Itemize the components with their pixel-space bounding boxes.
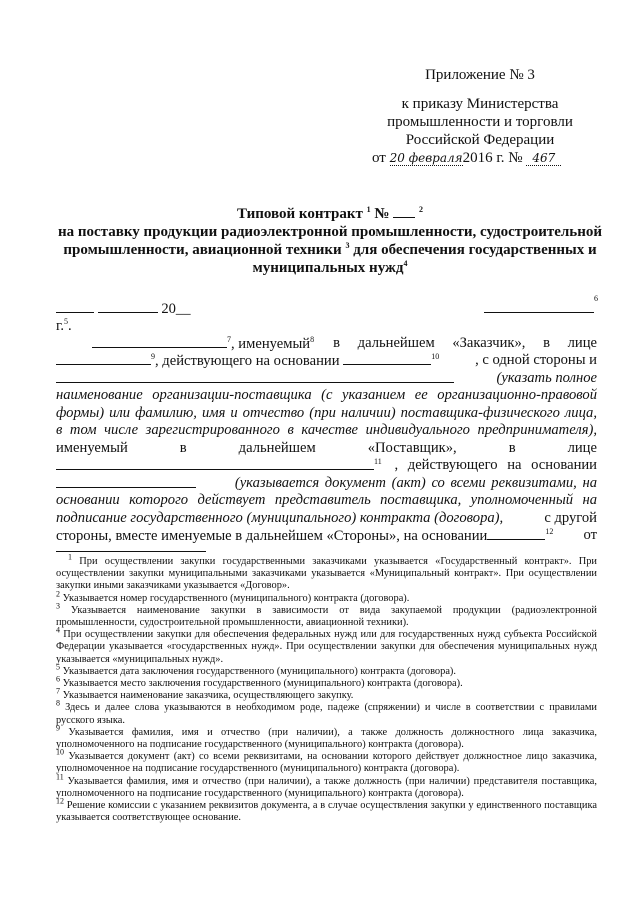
footnote-1: [56, 552, 597, 593]
footnote-11: [56, 772, 597, 800]
body-text: подписание государственного (муниципального) контракта (договора),: [56, 510, 504, 526]
order-date-prefix: от: [372, 150, 386, 166]
footnote-number: 4: [56, 625, 60, 635]
footnote-text: Указывается место заключения государственного (муниципального) контракта (договора).: [62, 678, 463, 690]
footnote-text: Указывается номер государственного (муниципального) контракта (договора).: [62, 592, 410, 604]
body-text: от: [583, 527, 597, 543]
body-line-9: [56, 475, 597, 492]
footnote-12: [56, 796, 597, 824]
footnote-number: 9: [56, 723, 60, 733]
body-text: , именуемый: [231, 336, 311, 352]
body-text: (указать полное: [496, 370, 597, 386]
order-reference-line-1: к приказу Министерства: [401, 96, 559, 112]
body-line-1: [92, 335, 597, 353]
footnote-separator: [56, 551, 206, 552]
footnote-text: Указывается фамилия, имя и отчество (при наличии), а также должность (при наличии) представителя поставщика, уполномоченного на подписание государственного (муниципального) контракта (договора).: [56, 775, 597, 799]
title-line-4: [40, 259, 620, 277]
footnote-number: 3: [56, 601, 60, 611]
footnote-number: 2: [56, 589, 60, 599]
footnote-number: 12: [56, 796, 64, 806]
footnote-number: 11: [56, 772, 64, 782]
title-text: муниципальных нужд: [252, 260, 404, 276]
number-sign: №: [374, 206, 390, 222]
body-text: «Поставщик»,: [367, 440, 457, 456]
footnote-number: 7: [56, 686, 60, 696]
order-year: 2016 г. №: [462, 150, 523, 166]
footnote-2: [56, 589, 597, 605]
footnote-text: Указывается документ (акт) со всеми реквизитами, на основании которого действует должностное лицо заказчика, уполномоченное на подписание государственного (муниципального) контракта (договора).: [56, 751, 597, 775]
footnote-text: Здесь и далее слова указываются в необходимом роде, падеже (спряжении) и числе в соответствии с правилами русского языка.: [56, 702, 597, 726]
footnote-number: 8: [56, 698, 60, 708]
order-date-handwritten: 20 февраля: [389, 151, 463, 165]
title-text: промышленности, авиационной техники: [63, 242, 342, 258]
document-title: [40, 205, 620, 223]
footnote-ref: 1: [366, 205, 371, 214]
footnote-9: [56, 723, 597, 751]
body-text: в дальнейшем «Заказчик», в лице: [333, 335, 597, 351]
footnote-number: 5: [56, 662, 60, 672]
footnote-ref: 10: [431, 352, 440, 362]
body-line-12: [56, 527, 597, 545]
footnote-5: [56, 662, 597, 678]
footnote-text: Указывается фамилия, имя и отчество (при наличии), а также должность должностного лица заказчика, уполномоченного на подписание государственного (муниципального) контракта (договора).: [56, 726, 597, 751]
body-text: именуемый: [56, 440, 128, 456]
body-text: в: [508, 440, 516, 456]
body-text: в: [179, 440, 187, 456]
footnote-ref: 2: [419, 205, 423, 214]
body-text: , действующего на основании: [394, 457, 597, 473]
footnote-number: 1: [68, 552, 72, 562]
appendix-label: Приложение № 3: [425, 67, 535, 83]
body-line-10: основании которого действует представитель поставщика, уполномоченный на: [56, 492, 597, 508]
footnote-text: При осуществлении закупки для обеспечения федеральных нужд или для государственных нужд субъекта Российской Федерации указывается «государственных нужд». При осуществлении закупки для обеспечения муниципальных нужд указывается «муниципальных нужд».: [56, 629, 597, 665]
footnote-text: Указывается дата заключения государственного (муниципального) контракта (договора).: [62, 665, 456, 677]
title-line-2: на поставку продукции радиоэлектронной промышленности, судостроительной: [57, 224, 602, 240]
footnotes: [56, 552, 597, 824]
footnote-text: Указывается наименование заказчика, осуществляющего закупку.: [62, 690, 354, 702]
footnote-number: 6: [56, 674, 60, 684]
footnote-ref: 11: [374, 457, 382, 467]
footnote-text: При осуществлении закупки государственными заказчиками указывается «Государственный контракт». При осуществлении закупки муниципальными заказчиками указывается «Муниципальный контракт». При осуществлении закупки иными заказчиками указывается «Договор».: [56, 556, 597, 592]
footnote-text: Решение комиссии с указанием реквизитов документа, а в случае осуществления закупки у единственного поставщика указывается соответствующее основание.: [56, 800, 597, 824]
order-date-line: [372, 149, 602, 168]
contract-date-line: 20__ г.$^5$.: [56, 301, 191, 334]
body-text: лице: [567, 440, 597, 456]
footnote-ref: 6: [594, 294, 598, 304]
body-line-6: в том числе зарегистрированного в качестве индивидуального предпринимателя),: [56, 422, 597, 438]
footnote-number: 10: [56, 747, 64, 757]
body-text: с другой: [544, 510, 597, 526]
footnote-ref: 7: [227, 335, 231, 345]
title-line-3: [40, 241, 620, 259]
body-text: дальнейшем: [238, 440, 316, 456]
body-line-4: наименование организации-поставщика (с указанием ее организационно-правовой: [56, 387, 597, 403]
footnote-ref: 12: [545, 527, 554, 537]
footnote-ref: 3: [345, 241, 350, 250]
body-line-3: [56, 370, 597, 387]
footnote-ref: 5: [64, 317, 68, 327]
contract-year: 20__ г.: [56, 301, 191, 334]
body-line-5: формы) или фамилию, имя и отчество (при наличии) поставщика-физического лица,: [56, 405, 597, 421]
order-reference-line-2: промышленности и торговли: [387, 114, 573, 130]
footnote-7: [56, 686, 597, 702]
body-line-11: [56, 510, 597, 527]
order-number-handwritten: 467: [526, 151, 561, 166]
body-text: , действующего на основании: [155, 353, 340, 369]
order-reference-line-3: Российской Федерации: [405, 132, 555, 148]
number-blank: [393, 205, 415, 218]
body-text: стороны, вместе именуемые в дальнейшем «Стороны», на основании: [56, 528, 488, 544]
title-text: Типовой контракт: [236, 206, 363, 222]
footnote-ref: 8: [310, 335, 315, 345]
contract-place-line: [478, 294, 598, 318]
footnote-4: [56, 625, 597, 666]
footnote-6: [56, 674, 597, 690]
body-text: (указывается документ (акт) со всеми реквизитами, на: [234, 475, 597, 491]
footnote-3: [56, 601, 597, 629]
footnote-8: [56, 698, 597, 726]
footnote-text: Указывается наименование закупки в зависимости от вида закупаемой продукции (радиоэлектронной промышленности, судостроительной промышленности, авиационной техники).: [56, 604, 597, 629]
title-text: для обеспечения государственных и: [353, 242, 597, 258]
footnote-10: [56, 747, 597, 775]
body-line-8: [56, 457, 597, 475]
body-line-2: [56, 352, 597, 370]
body-text: , с одной стороны и: [475, 352, 597, 368]
footnote-ref: 9: [151, 352, 155, 362]
body-line-7: [56, 440, 597, 457]
footnote-ref: 4: [403, 259, 408, 268]
